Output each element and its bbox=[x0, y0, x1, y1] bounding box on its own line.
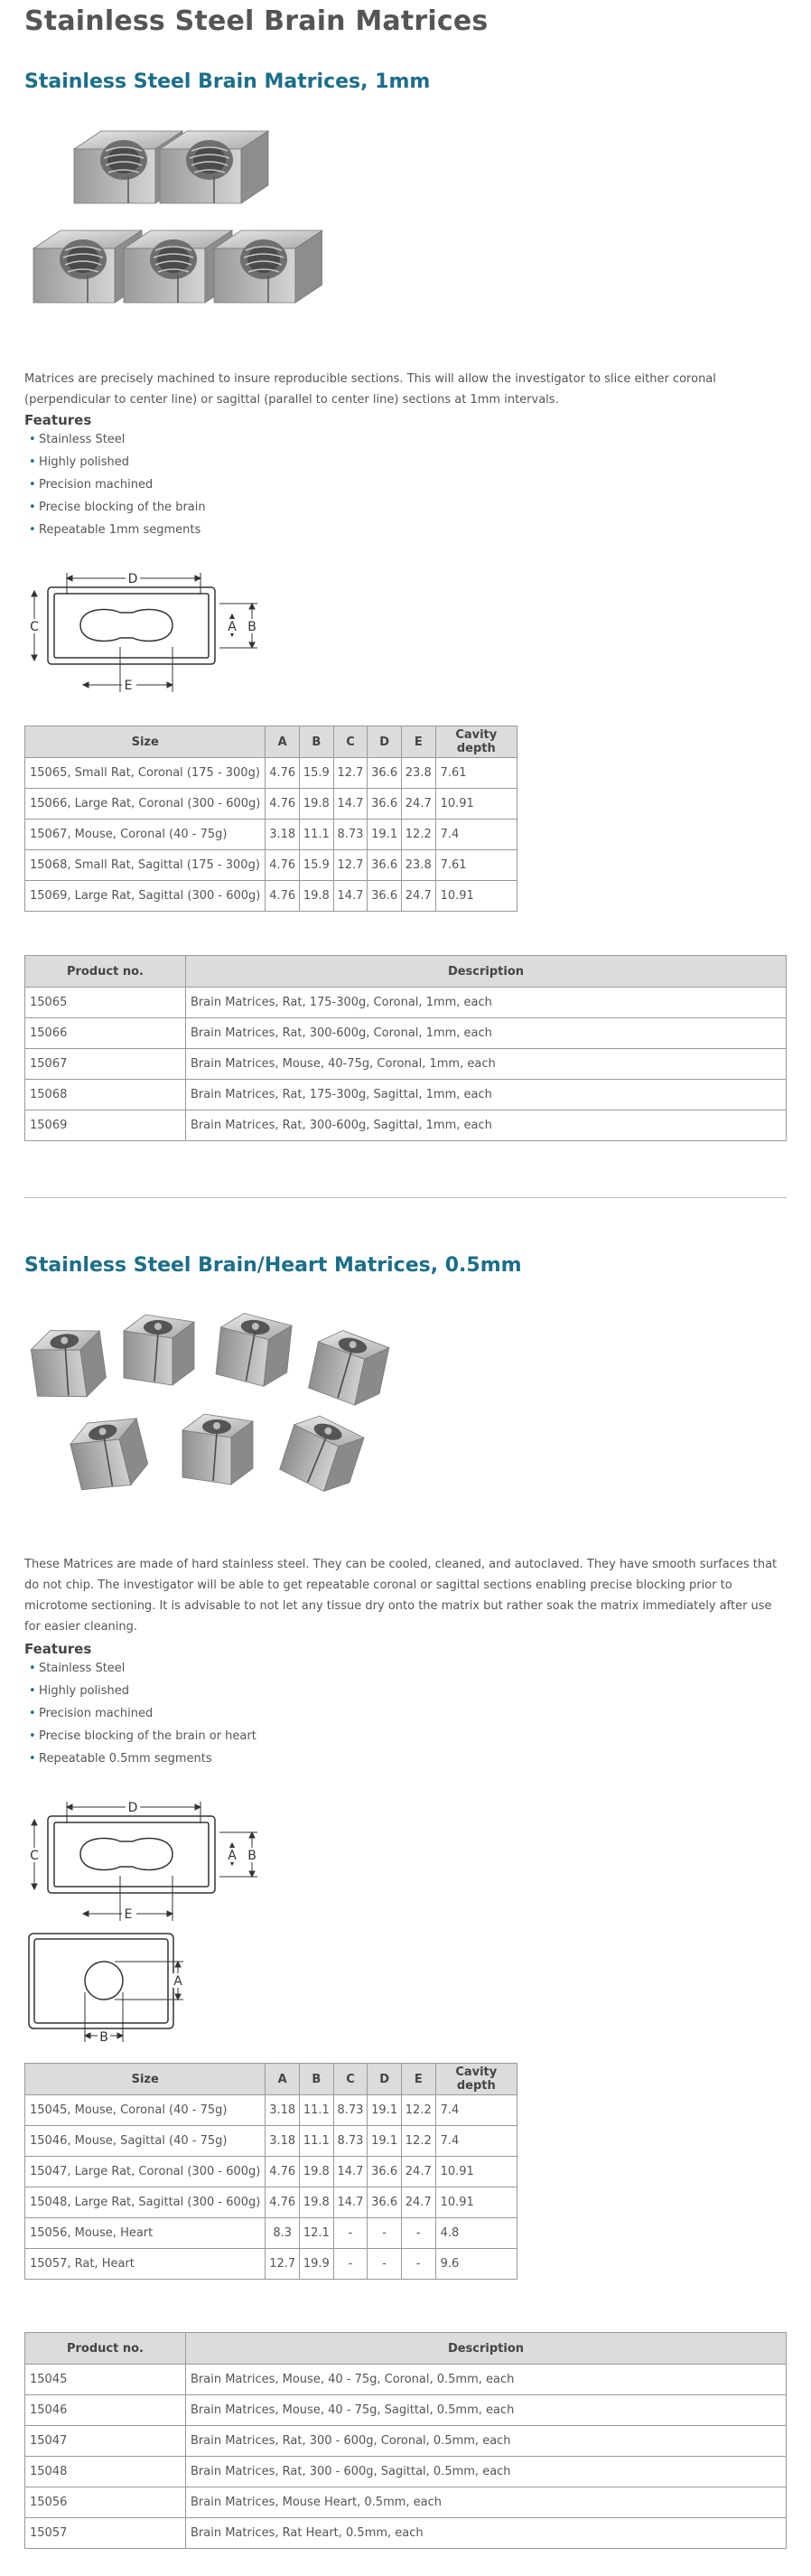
table-cell: 4.76 bbox=[266, 881, 300, 912]
section-1mm-description: Matrices are precisely machined to insure reproducible sections. This will allow the investigator to slice either coronal (perpendicular to center line) or sagittal (parallel to center line) sections at 1mm intervals. bbox=[24, 372, 716, 407]
table-cell: 10.91 bbox=[435, 881, 517, 912]
table-cell: 15065, Small Rat, Coronal (175 - 300g) bbox=[25, 758, 266, 789]
table-cell: 11.1 bbox=[300, 2095, 334, 2126]
column-header: Description bbox=[186, 2333, 787, 2365]
table-header-row bbox=[25, 2064, 517, 2095]
dim-label-c: C bbox=[30, 620, 39, 634]
feature-item: • Precise blocking of the brain bbox=[24, 496, 206, 519]
table-cell: 24.7 bbox=[401, 2187, 435, 2218]
table-cell: 36.6 bbox=[368, 2157, 402, 2187]
table-row bbox=[25, 2157, 517, 2187]
table-cell: 4.76 bbox=[266, 758, 300, 789]
table-row bbox=[25, 1049, 787, 1080]
table-cell: 8.3 bbox=[266, 2218, 300, 2249]
dimension-diagram-1mm bbox=[24, 558, 268, 698]
feature-item: • Stainless Steel bbox=[24, 428, 206, 451]
table-cell: 10.91 bbox=[435, 789, 517, 820]
table-cell: 14.7 bbox=[333, 2187, 368, 2218]
brain-heart-matrices-05mm-photo bbox=[24, 1310, 404, 1527]
column-header: E bbox=[401, 2064, 435, 2095]
column-header: C bbox=[333, 726, 368, 758]
table-row bbox=[25, 2457, 787, 2487]
product-number: 15065 bbox=[25, 988, 186, 1018]
column-header: C bbox=[333, 2064, 368, 2095]
product-description: Brain Matrices, Mouse Heart, 0.5mm, each bbox=[186, 2487, 787, 2518]
table-row bbox=[25, 1018, 787, 1049]
table-cell: 8.73 bbox=[333, 2126, 368, 2157]
feature-item: • Stainless Steel bbox=[24, 1657, 256, 1680]
table-row bbox=[25, 758, 517, 789]
column-header: A bbox=[266, 726, 300, 758]
feature-item: • Highly polished bbox=[24, 451, 206, 473]
feature-item: • Precision machined bbox=[24, 473, 206, 496]
table-cell: 12.2 bbox=[401, 820, 435, 850]
dim-label-c: C bbox=[30, 1849, 39, 1863]
dim-label-b: B bbox=[247, 620, 256, 634]
table-cell: 8.73 bbox=[333, 2095, 368, 2126]
feature-item: • Precise blocking of the brain or heart bbox=[24, 1725, 256, 1747]
table-row bbox=[25, 988, 787, 1018]
table-cell: - bbox=[333, 2249, 368, 2280]
product-number: 15046 bbox=[25, 2395, 186, 2426]
section-05mm-description: These Matrices are made of hard stainless steel. They can be cooled, cleaned, and autoclaved. They have smooth surfaces that do not chip. The investigator will be able to get repeatable coronal or sagittal sections enabling precise blocking prior to microtome sectioning. It is advisable to not let any tissue dry onto the matrix but rather soak the matrix immediately after use for easier cleaning. bbox=[24, 1558, 778, 1634]
table-cell: 24.7 bbox=[401, 881, 435, 912]
product-description: Brain Matrices, Rat, 300 - 600g, Sagittal, 0.5mm, each bbox=[186, 2457, 787, 2487]
feature-item: • Highly polished bbox=[24, 1680, 256, 1702]
table-cell: 15047, Large Rat, Coronal (300 - 600g) bbox=[25, 2157, 266, 2187]
table-cell: 12.1 bbox=[300, 2218, 334, 2249]
table-cell: 19.1 bbox=[368, 2126, 402, 2157]
page-title: Stainless Steel Brain Matrices bbox=[24, 5, 489, 37]
table-cell: 36.6 bbox=[368, 850, 402, 881]
column-header: E bbox=[401, 726, 435, 758]
product-description: Brain Matrices, Rat, 300 - 600g, Coronal, 0.5mm, each bbox=[186, 2426, 787, 2457]
feature-item: • Repeatable 0.5mm segments bbox=[24, 1747, 256, 1770]
table-cell: 8.73 bbox=[333, 820, 368, 850]
table-cell: 14.7 bbox=[333, 789, 368, 820]
table-cell: 14.7 bbox=[333, 881, 368, 912]
table-cell: 10.91 bbox=[435, 2187, 517, 2218]
column-header: Size bbox=[25, 726, 266, 758]
table-cell: 11.1 bbox=[300, 2126, 334, 2157]
table-cell: 19.9 bbox=[300, 2249, 334, 2280]
product-description: Brain Matrices, Mouse, 40 - 75g, Sagittal, 0.5mm, each bbox=[186, 2395, 787, 2426]
dim-label-d: D bbox=[127, 572, 138, 586]
table-cell: - bbox=[333, 2218, 368, 2249]
table-cell: 12.2 bbox=[401, 2095, 435, 2126]
table-row bbox=[25, 789, 517, 820]
section-1mm-title: Stainless Steel Brain Matrices, 1mm bbox=[24, 70, 431, 93]
table-cell: 12.2 bbox=[401, 2126, 435, 2157]
table-cell: 23.8 bbox=[401, 758, 435, 789]
table-row bbox=[25, 2365, 787, 2395]
dim-label-e: E bbox=[124, 1907, 133, 1922]
section-divider bbox=[24, 1197, 787, 1198]
table-cell: 19.8 bbox=[300, 2157, 334, 2187]
dim-label-d: D bbox=[127, 1801, 138, 1815]
table-cell: 15066, Large Rat, Coronal (300 - 600g) bbox=[25, 789, 266, 820]
product-number: 15067 bbox=[25, 1049, 186, 1080]
heart-dimension-diagram bbox=[24, 1929, 205, 2047]
section-05mm-features-heading: Features bbox=[24, 1641, 92, 1657]
table-header-row bbox=[25, 2333, 787, 2365]
table-header-row bbox=[25, 956, 787, 988]
dim-label-a: A bbox=[228, 1849, 237, 1863]
table-cell: 7.4 bbox=[435, 820, 517, 850]
table-cell: 36.6 bbox=[368, 758, 402, 789]
table-cell: 4.8 bbox=[435, 2218, 517, 2249]
table-cell: 4.76 bbox=[266, 2187, 300, 2218]
section-05mm-features-list bbox=[24, 1657, 256, 1770]
product-description: Brain Matrices, Rat, 300-600g, Coronal, 1mm, each bbox=[186, 1018, 787, 1049]
table-row bbox=[25, 2426, 787, 2457]
table-row bbox=[25, 820, 517, 850]
table-cell: 15057, Rat, Heart bbox=[25, 2249, 266, 2280]
table-row bbox=[25, 1080, 787, 1110]
table-row bbox=[25, 2518, 787, 2549]
column-header: Description bbox=[186, 956, 787, 988]
column-header: B bbox=[300, 726, 334, 758]
table-cell: 4.76 bbox=[266, 850, 300, 881]
product-number: 15048 bbox=[25, 2457, 186, 2487]
dim-label-b: B bbox=[99, 2030, 108, 2045]
table-cell: 36.6 bbox=[368, 789, 402, 820]
table-cell: 15.9 bbox=[300, 850, 334, 881]
section-1mm-features-heading: Features bbox=[24, 412, 92, 428]
product-table-05mm bbox=[24, 2332, 787, 2549]
column-header: Cavity depth bbox=[435, 726, 517, 758]
table-cell: 15068, Small Rat, Sagittal (175 - 300g) bbox=[25, 850, 266, 881]
table-cell: 36.6 bbox=[368, 2187, 402, 2218]
table-cell: 24.7 bbox=[401, 2157, 435, 2187]
table-cell: 15045, Mouse, Coronal (40 - 75g) bbox=[25, 2095, 266, 2126]
table-cell: 11.1 bbox=[300, 820, 334, 850]
column-header: Size bbox=[25, 2064, 266, 2095]
table-cell: 15069, Large Rat, Sagittal (300 - 600g) bbox=[25, 881, 266, 912]
table-cell: 7.61 bbox=[435, 758, 517, 789]
dimension-diagram-05mm bbox=[24, 1787, 268, 1927]
feature-item: • Repeatable 1mm segments bbox=[24, 519, 206, 541]
table-row bbox=[25, 2095, 517, 2126]
table-row bbox=[25, 1110, 787, 1141]
table-cell: 19.8 bbox=[300, 881, 334, 912]
product-number: 15066 bbox=[25, 1018, 186, 1049]
section-05mm-title: Stainless Steel Brain/Heart Matrices, 0.5mm bbox=[24, 1254, 522, 1277]
column-header: D bbox=[368, 726, 402, 758]
table-cell: 19.8 bbox=[300, 789, 334, 820]
product-description: Brain Matrices, Mouse, 40-75g, Coronal, 1mm, each bbox=[186, 1049, 787, 1080]
product-description: Brain Matrices, Rat Heart, 0.5mm, each bbox=[186, 2518, 787, 2549]
table-cell: 7.61 bbox=[435, 850, 517, 881]
table-row bbox=[25, 881, 517, 912]
table-cell: 4.76 bbox=[266, 2157, 300, 2187]
table-row bbox=[25, 2487, 787, 2518]
table-cell: - bbox=[368, 2218, 402, 2249]
table-cell: 7.4 bbox=[435, 2126, 517, 2157]
table-cell: 9.6 bbox=[435, 2249, 517, 2280]
table-header-row bbox=[25, 726, 517, 758]
table-cell: 3.18 bbox=[266, 2095, 300, 2126]
table-cell: 19.1 bbox=[368, 2095, 402, 2126]
table-row bbox=[25, 2395, 787, 2426]
product-table-1mm bbox=[24, 955, 787, 1141]
spec-table-1mm bbox=[24, 726, 517, 912]
table-cell: 14.7 bbox=[333, 2157, 368, 2187]
table-row bbox=[25, 2126, 517, 2157]
table-cell: 4.76 bbox=[266, 789, 300, 820]
dim-label-a: A bbox=[228, 620, 237, 634]
table-cell: 3.18 bbox=[266, 820, 300, 850]
table-cell: 15056, Mouse, Heart bbox=[25, 2218, 266, 2249]
table-cell: 19.1 bbox=[368, 820, 402, 850]
table-cell: 15.9 bbox=[300, 758, 334, 789]
dim-label-e: E bbox=[124, 679, 133, 693]
table-cell: 15067, Mouse, Coronal (40 - 75g) bbox=[25, 820, 266, 850]
column-header: Cavity depth bbox=[435, 2064, 517, 2095]
column-header: A bbox=[266, 2064, 300, 2095]
column-header: Product no. bbox=[25, 956, 186, 988]
brain-matrices-1mm-photo bbox=[24, 122, 322, 348]
table-cell: 24.7 bbox=[401, 789, 435, 820]
column-header: Product no. bbox=[25, 2333, 186, 2365]
table-cell: 12.7 bbox=[266, 2249, 300, 2280]
column-header: B bbox=[300, 2064, 334, 2095]
table-cell: 10.91 bbox=[435, 2157, 517, 2187]
table-cell: 23.8 bbox=[401, 850, 435, 881]
product-number: 15069 bbox=[25, 1110, 186, 1141]
product-number: 15056 bbox=[25, 2487, 186, 2518]
table-row bbox=[25, 2218, 517, 2249]
table-cell: 12.7 bbox=[333, 850, 368, 881]
spec-table-05mm bbox=[24, 2063, 517, 2280]
table-cell: 3.18 bbox=[266, 2126, 300, 2157]
table-row bbox=[25, 850, 517, 881]
product-number: 15068 bbox=[25, 1080, 186, 1110]
table-cell: 7.4 bbox=[435, 2095, 517, 2126]
product-description: Brain Matrices, Rat, 175-300g, Sagittal, 1mm, each bbox=[186, 1080, 787, 1110]
table-cell: 36.6 bbox=[368, 881, 402, 912]
table-cell: - bbox=[401, 2249, 435, 2280]
table-cell: - bbox=[401, 2218, 435, 2249]
table-cell: - bbox=[368, 2249, 402, 2280]
product-description: Brain Matrices, Rat, 175-300g, Coronal, 1mm, each bbox=[186, 988, 787, 1018]
table-row bbox=[25, 2249, 517, 2280]
feature-item: • Precision machined bbox=[24, 1702, 256, 1725]
dim-label-b: B bbox=[247, 1849, 256, 1863]
table-cell: 15048, Large Rat, Sagittal (300 - 600g) bbox=[25, 2187, 266, 2218]
product-description: Brain Matrices, Mouse, 40 - 75g, Coronal, 0.5mm, each bbox=[186, 2365, 787, 2395]
product-number: 15045 bbox=[25, 2365, 186, 2395]
column-header: D bbox=[368, 2064, 402, 2095]
product-number: 15047 bbox=[25, 2426, 186, 2457]
product-description: Brain Matrices, Rat, 300-600g, Sagittal, 1mm, each bbox=[186, 1110, 787, 1141]
table-cell: 19.8 bbox=[300, 2187, 334, 2218]
section-1mm-features-list bbox=[24, 428, 206, 541]
table-cell: 15046, Mouse, Sagittal (40 - 75g) bbox=[25, 2126, 266, 2157]
product-number: 15057 bbox=[25, 2518, 186, 2549]
table-row bbox=[25, 2187, 517, 2218]
table-cell: 12.7 bbox=[333, 758, 368, 789]
dim-label-a: A bbox=[173, 1974, 182, 1989]
